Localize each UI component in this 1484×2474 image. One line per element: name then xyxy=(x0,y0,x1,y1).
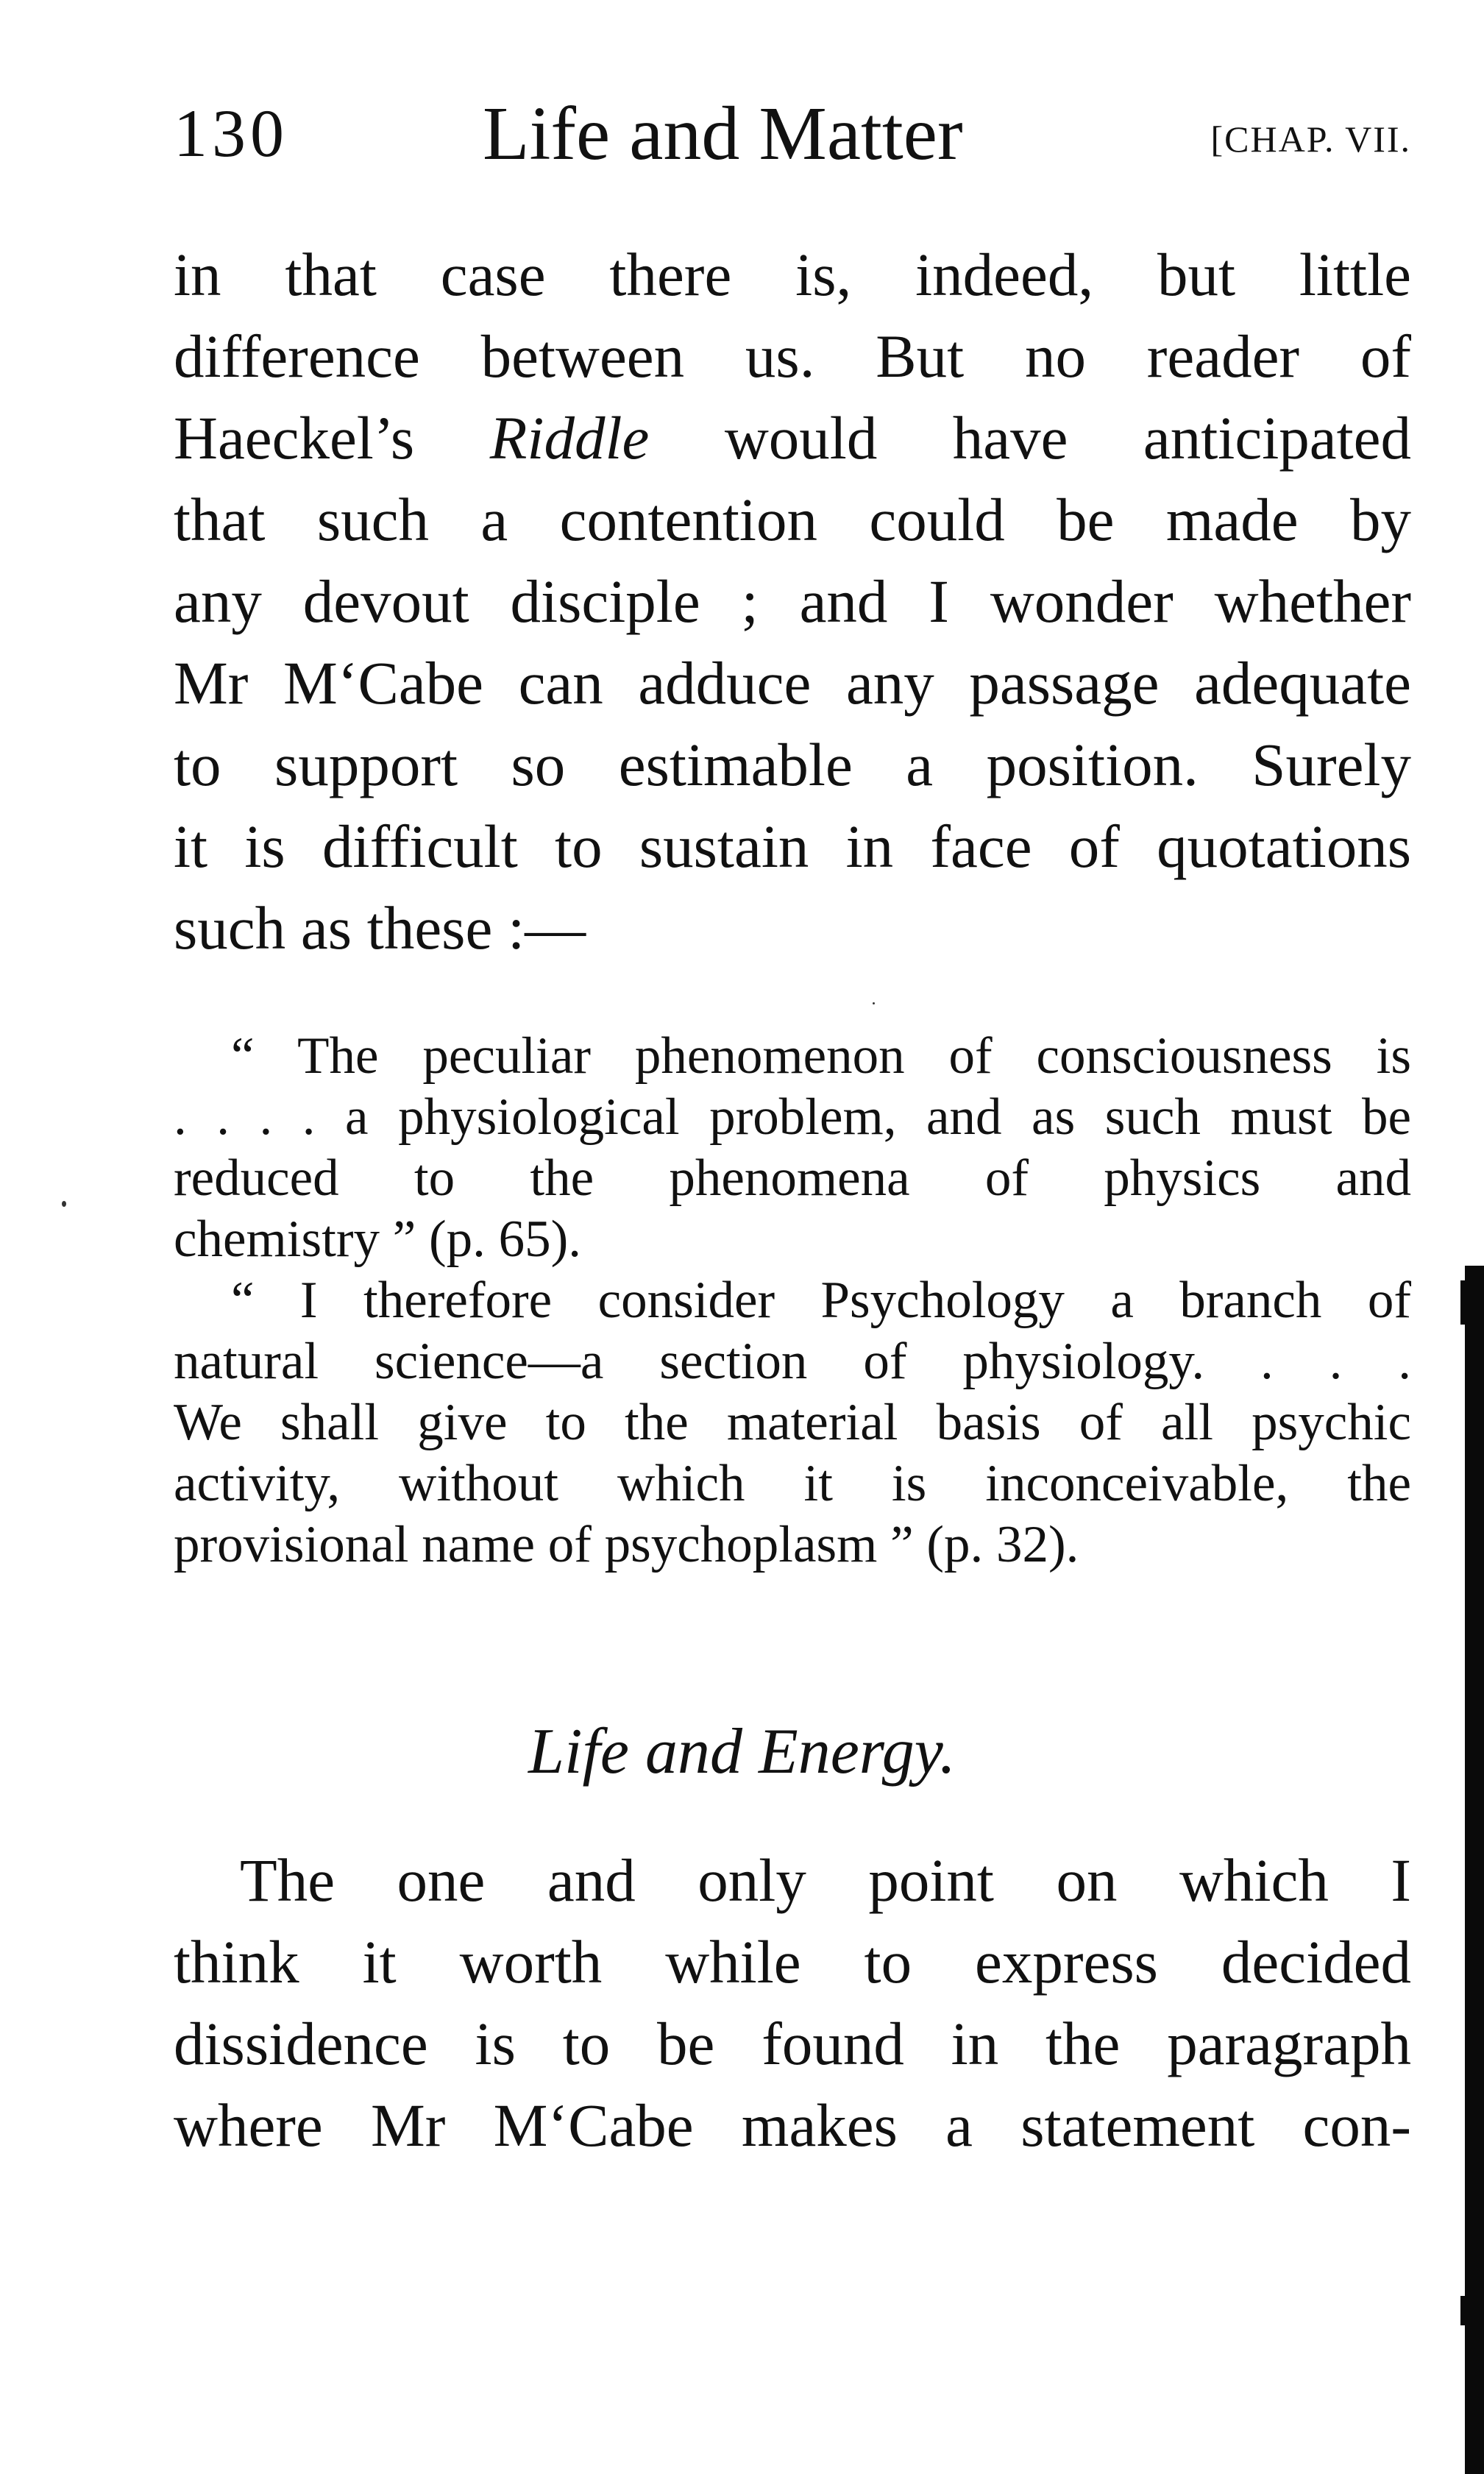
running-title: Life and Matter xyxy=(483,91,963,176)
scan-speck xyxy=(873,1002,875,1004)
text-line: it is difficult to sustain in face of quotations xyxy=(174,812,1411,880)
text-line: dissidence is to be found in the paragraph xyxy=(174,2010,1411,2077)
block-quote-1 xyxy=(174,1026,1411,1270)
scan-edge-artifact xyxy=(1465,1266,1484,2474)
scan-edge-notch xyxy=(1460,1280,1466,1325)
text-line: think it worth while to express decided xyxy=(174,1928,1411,1996)
quote-line: “ The peculiar phenomenon of consciousness is xyxy=(231,1027,1411,1085)
block-quote-2 xyxy=(174,1270,1411,1576)
text-segment: Haeckel’s xyxy=(174,404,490,472)
quote-line: . . . . a physiological problem, and as such must be xyxy=(174,1088,1411,1146)
text-line: to support so estimable a position. Surely xyxy=(174,731,1411,798)
text-line: such as these :— xyxy=(174,894,586,962)
quote-line: chemistry ” (p. 65). xyxy=(174,1211,582,1268)
text-line: difference between us. But no reader of xyxy=(174,322,1411,390)
text-line: The one and only point on which I xyxy=(240,1846,1411,1914)
chapter-reference: [CHAP. VII. xyxy=(1210,118,1411,160)
paragraph-1 xyxy=(174,234,1411,969)
quote-line: “ I therefore consider Psychology a branch of xyxy=(231,1272,1411,1329)
quote-line: natural science—a section of physiology. . . . xyxy=(174,1333,1411,1390)
italic-title-riddle: Riddle xyxy=(489,404,650,472)
text-line: Mr M‘Cabe can adduce any passage adequate xyxy=(174,649,1411,717)
running-head xyxy=(174,91,1411,182)
text-line-with-italic xyxy=(174,397,1411,479)
quote-line: reduced to the phenomena of physics and xyxy=(174,1149,1411,1207)
quote-line: We shall give to the material basis of all psychic xyxy=(174,1394,1411,1451)
text-line: in that case there is, indeed, but little xyxy=(174,241,1411,308)
text-line: that such a contention could be made by xyxy=(174,486,1411,553)
scan-edge-notch xyxy=(1460,2296,1466,2325)
text-line: where Mr M‘Cabe makes a statement con- xyxy=(174,2091,1411,2159)
paragraph-2 xyxy=(174,1840,1411,2166)
quote-line: provisional name of psychoplasm ” (p. 32). xyxy=(174,1516,1079,1573)
text-segment: would have anticipated xyxy=(649,404,1412,472)
quote-line: activity, without which it is inconceivable, the xyxy=(174,1455,1411,1512)
text-line: any devout disciple ; and I wonder whether xyxy=(174,567,1411,635)
page-number: 130 xyxy=(174,96,288,171)
scan-speck xyxy=(62,1201,66,1207)
section-heading: Life and Energy. xyxy=(528,1716,956,1787)
